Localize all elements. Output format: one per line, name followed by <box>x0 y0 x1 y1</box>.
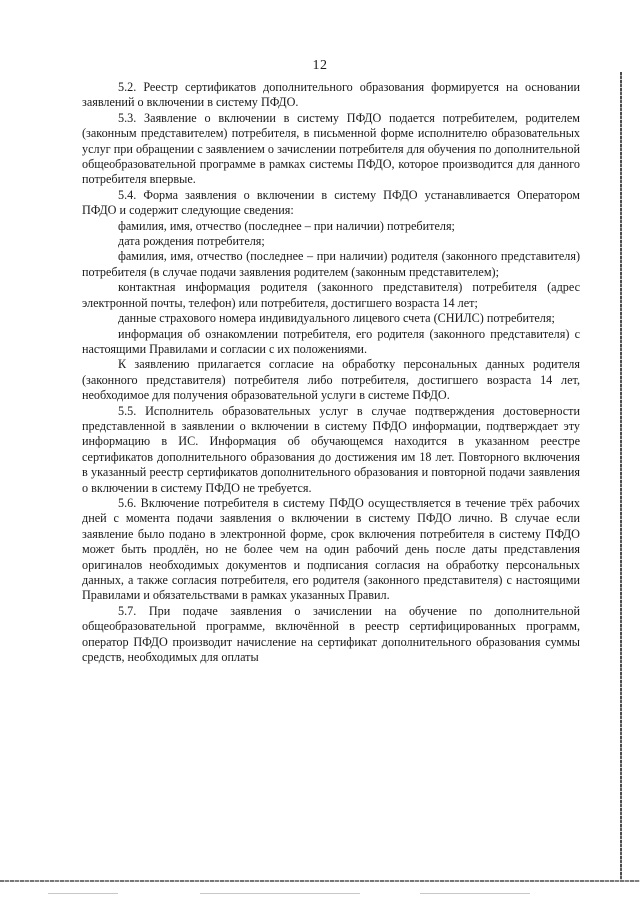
paragraph-5-4: 5.4. Форма заявления о включении в систему ПФДО устанавливается Оператором ПФДО и содержит следующие сведения: <box>82 187 580 218</box>
scan-noise-line <box>200 893 360 894</box>
list-item-acknowledgement: информация об ознакомлении потребителя, его родителя (законного представителя) с настоящими Правилами и согласии с их положениями. <box>82 326 580 356</box>
paragraph-5-2: 5.2. Реестр сертификатов дополнительного образования формируется на основании заявлений о включении в систему ПФДО. <box>82 80 580 110</box>
list-item-parent-name: фамилия, имя, отчество (последнее – при наличии) родителя (законного представителя) потребителя (в случае подачи заявления родителем (законным представителем); <box>82 249 580 279</box>
scan-bottom-edge <box>0 880 640 882</box>
paragraph-consent: К заявлению прилагается согласие на обработку персональных данных родителя (законного представителя) потребителя либо потребителя, достигшего возраста 14 лет, необходимое для получения образовательной услуги в системе ПФДО. <box>82 357 580 403</box>
list-item-snils: данные страхового номера индивидуального лицевого счета (СНИЛС) потребителя; <box>118 311 555 326</box>
page-number: 12 <box>312 58 328 73</box>
list-item-contact-info: контактная информация родителя (законного представителя) потребителя (адрес электронной почты, телефон) или потребителя, достигшего возраста 14 лет; <box>82 280 580 310</box>
list-item-full-name: фамилия, имя, отчество (последнее – при наличии) потребителя; <box>118 218 455 233</box>
paragraph-5-3: 5.3. Заявление о включении в систему ПФДО подается потребителем, родителем (законным представителем) потребителя, в письменной форме исполнителю образовательных услуг при обращении с заявлением о зачислении потребителя для обучения по дополнительной общеобразовательной программе в рамках системы ПФДО, которое производится для данного потребителя впервые. <box>82 110 580 187</box>
scan-right-edge <box>620 72 622 880</box>
document-body <box>82 80 580 665</box>
paragraph-5-5: 5.5. Исполнитель образовательных услуг в случае подтверждения достоверности представленной в заявлении о включении в систему ПФДО информации, подтверждает эту информацию в ИС. Информация об обучающемся находится в указанном реестре сертификатов дополнительного образования до достижения им 18 лет. Повторного включения в указанный реестр сертификатов дополнительного образования и повторной подачи заявления о включении в систему ПФДО не требуется. <box>82 403 580 495</box>
paragraph-5-6: 5.6. Включение потребителя в систему ПФДО осуществляется в течение трёх рабочих дней с момента подачи заявления о включении в систему ПФДО лично. В случае если заявление было подано в электронной форме, срок включения потребителя в систему ПФДО может быть продлён, но не более чем на один рабочий день после даты представления оригиналов необходимых документов и подписания согласия на обработку персональных данных, а также согласия потребителя, его родителя (законного представителя) с настоящими Правилами и обязательствами в рамках указанных Правил. <box>82 495 580 603</box>
list-item-birth-date: дата рождения потребителя; <box>118 234 265 249</box>
scan-noise-line <box>48 893 118 894</box>
scan-noise-line <box>420 893 530 894</box>
paragraph-5-7: 5.7. При подаче заявления о зачислении на обучение по дополнительной общеобразовательной программе, включённой в реестр сертифицированных программ, оператор ПФДО производит начисление на сертификат дополнительного образования суммы средств, необходимых для оплаты <box>82 603 580 665</box>
